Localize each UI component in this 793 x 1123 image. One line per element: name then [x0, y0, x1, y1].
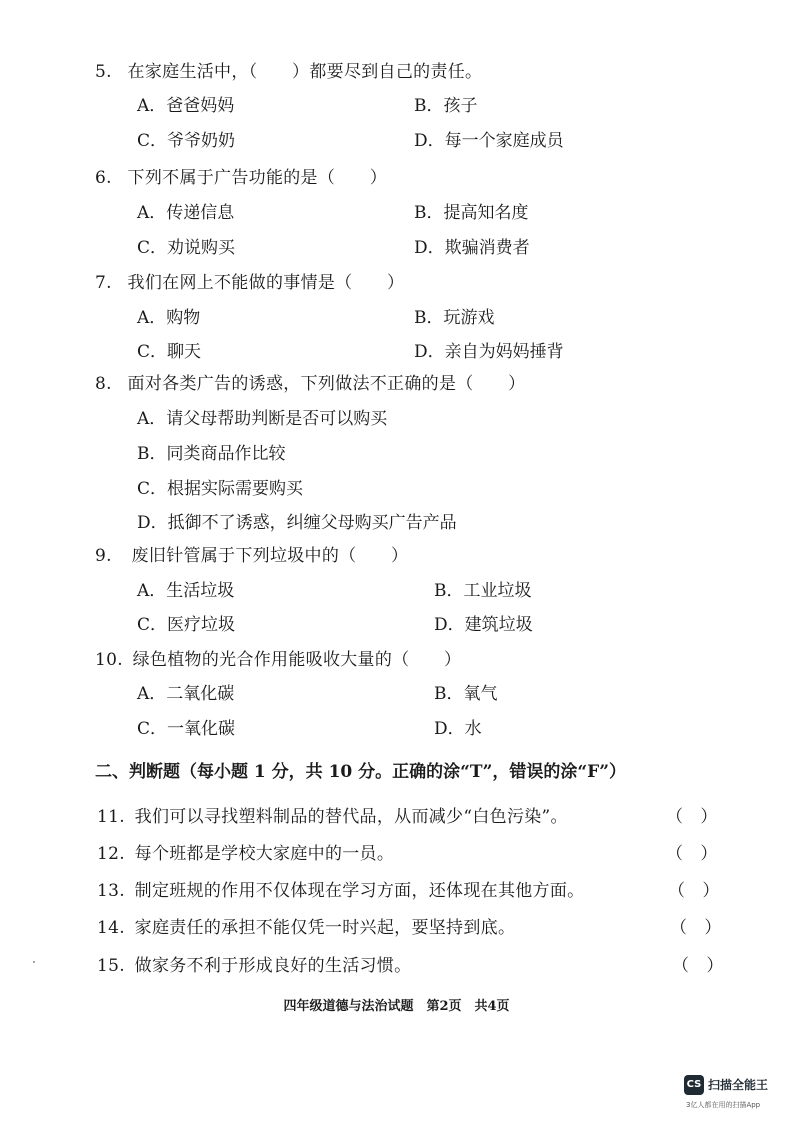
option-d: D．亲自为妈妈捶背 — [414, 342, 564, 362]
option-a: A．生活垃圾 — [137, 581, 235, 601]
option-b: B．工业垃圾 — [434, 581, 532, 601]
watermark-app-name: 扫描全能王 — [708, 1078, 769, 1092]
option-b: B．同类商品作比较 — [137, 444, 286, 464]
option-a: A．请父母帮助判断是否可以购买 — [137, 409, 388, 429]
question-number: 5. — [95, 62, 112, 82]
option-a: A．购物 — [137, 308, 201, 328]
question-number: 7. — [95, 273, 112, 293]
option-a: A．二氧化碳 — [137, 684, 235, 704]
scanner-watermark — [684, 1075, 788, 1115]
judgement-item-15 — [97, 955, 411, 977]
answer-parentheses[interactable]: （ ） — [666, 844, 724, 864]
question-number: 12. — [97, 844, 125, 864]
option-b: B．氧气 — [434, 684, 498, 704]
option-d: D．建筑垃圾 — [434, 615, 533, 635]
option-c: C．聊天 — [137, 342, 202, 362]
judgement-text: 家庭责任的承担不能仅凭一时兴起，要坚持到底。 — [134, 918, 516, 938]
answer-parentheses[interactable]: （ ） — [666, 807, 724, 827]
answer-parentheses[interactable]: （ ） — [672, 956, 730, 976]
answer-parentheses[interactable]: （ ） — [670, 918, 728, 938]
question-10 — [95, 649, 461, 671]
question-number: 8. — [95, 374, 112, 394]
judgement-item-12 — [97, 843, 394, 865]
option-d: D．抵御不了诱惑，纠缠父母购买广告产品 — [137, 513, 457, 533]
scan-speck — [33, 961, 35, 963]
option-a: A．爸爸妈妈 — [137, 96, 235, 116]
camscanner-logo-icon: CS — [684, 1075, 704, 1095]
judgement-text: 做家务不利于形成良好的生活习惯。 — [134, 956, 412, 976]
judgement-text: 我们可以寻找塑料制品的替代品，从而减少“白色污染”。 — [134, 807, 568, 827]
section-title-judgement: 二、判断题（每小题 1 分，共 10 分。正确的涂“T”，错误的涂“F”） — [95, 762, 626, 782]
question-7 — [95, 272, 404, 294]
option-b: B．孩子 — [414, 96, 478, 116]
option-b: B．提高知名度 — [414, 203, 529, 223]
judgement-item-13 — [97, 880, 584, 902]
judgement-text: 每个班都是学校大家庭中的一员。 — [134, 844, 395, 864]
option-d: D．每一个家庭成员 — [414, 131, 564, 151]
question-number: 10. — [95, 650, 123, 670]
option-d: D．欺骗消费者 — [414, 238, 530, 258]
option-a: A．传递信息 — [137, 203, 235, 223]
option-c: C．爷爷奶奶 — [137, 131, 236, 151]
question-number: 14. — [97, 918, 125, 938]
option-c: C．医疗垃圾 — [137, 615, 236, 635]
question-number: 15. — [97, 956, 125, 976]
option-c: C．一氧化碳 — [137, 719, 236, 739]
question-stem: 在家庭生活中，（ ）都要尽到自己的责任。 — [127, 62, 483, 82]
question-number: 6. — [95, 168, 112, 188]
judgement-item-11 — [97, 806, 568, 828]
option-c: C．根据实际需要购买 — [137, 479, 304, 499]
option-b: B．玩游戏 — [414, 308, 495, 328]
question-number: 11. — [97, 807, 125, 827]
question-number: 9. — [95, 546, 112, 566]
option-d: D．水 — [434, 719, 482, 739]
judgement-text: 制定班规的作用不仅体现在学习方面，还体现在其他方面。 — [134, 881, 585, 901]
question-stem: 废旧针管属于下列垃圾中的（ ） — [131, 546, 409, 566]
page-footer: 四年级道德与法治试题 第2页 共4页 — [283, 999, 510, 1014]
question-6 — [95, 167, 387, 189]
question-stem: 绿色植物的光合作用能吸收大量的（ ） — [132, 650, 462, 670]
option-c: C．劝说购买 — [137, 238, 236, 258]
question-stem: 我们在网上不能做的事情是（ ） — [127, 273, 405, 293]
watermark-tagline: 3亿人都在用的扫描App — [686, 1101, 761, 1109]
question-9 — [95, 545, 408, 567]
question-5 — [95, 61, 482, 83]
question-8 — [95, 373, 525, 395]
question-number: 13. — [97, 881, 125, 901]
judgement-item-14 — [97, 917, 515, 939]
question-stem: 下列不属于广告功能的是（ ） — [127, 168, 388, 188]
question-stem: 面对各类广告的诱惑，下列做法不正确的是（ ） — [127, 374, 526, 394]
answer-parentheses[interactable]: （ ） — [668, 881, 726, 901]
